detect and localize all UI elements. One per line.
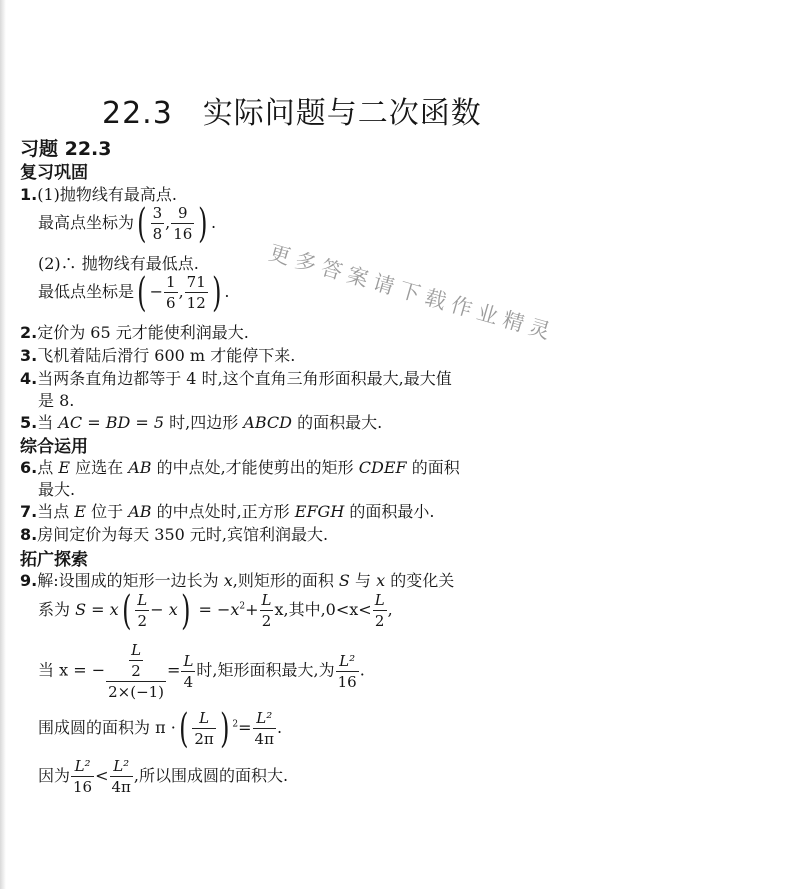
q6-cdef: CDEF (358, 458, 407, 477)
q9-l5-d1: 16 (73, 778, 93, 796)
q9-l3-eq: = (167, 660, 181, 680)
q9-l1b: ,则矩形的面积 (232, 571, 339, 590)
q7-pre: 当点 (37, 502, 75, 521)
q5-pre: 当 (37, 413, 59, 432)
q6-mid: 应选在 (70, 458, 129, 477)
scan-edge-shadow (0, 0, 6, 889)
q9-l3-mid: 时,矩形面积最大,为 (196, 660, 335, 680)
q6-line1 (20, 455, 460, 478)
section-explore-heading: 拓广探索 (20, 550, 88, 570)
q5-post: 时,四边形 (164, 413, 244, 432)
q9-line1 (20, 568, 454, 591)
q4-text: 当两条直角边都等于 4 时,这个直角三角形面积最大,最大值 (37, 369, 452, 388)
q9-l3-frac-num: L (183, 651, 194, 670)
q9-l4-num: L (192, 708, 215, 729)
q9-l2-plus: + (245, 600, 259, 619)
q1-frac-c-num: 1 (166, 273, 176, 291)
q9-number: 9. (20, 571, 38, 590)
q4-line2: 是 8. (38, 391, 75, 410)
q7-number: 7. (20, 502, 38, 521)
q9-l2-frac3-den: 2 (374, 612, 385, 630)
q1-frac-c-den: 6 (166, 294, 176, 312)
q4-line1 (20, 366, 452, 389)
q7-post: 的面积最小. (344, 502, 435, 521)
q2-line (20, 320, 249, 343)
q9-l1a: 解:设围成的矩形一边长为 (37, 571, 224, 590)
q9-l4-res-den: 4π (254, 730, 274, 748)
q6-line2: 最大. (38, 480, 76, 499)
q5-line (20, 410, 382, 433)
q9-l5-tail: ,所以围成圆的面积大. (133, 766, 289, 785)
q1-frac-a-den: 8 (152, 225, 163, 243)
q9-l2-frac2-den: 2 (261, 612, 272, 630)
q1-line3: (2)∴ 抛物线有最低点. (38, 254, 199, 273)
q2-text: 定价为 65 元才能使利润最大. (37, 323, 249, 342)
q9-l3-inner-den: 2 (131, 662, 141, 680)
q9-l2-frac2-num: L (261, 591, 272, 609)
q7-mid2: 的中点处时,正方形 (151, 502, 295, 521)
q1-frac-b-den: 16 (173, 225, 193, 243)
q1-frac-d-num: 71 (186, 273, 206, 291)
q9-l4-den: 2π (194, 730, 214, 748)
q8-number: 8. (20, 525, 38, 544)
q9-l3-frac-den: 4 (183, 672, 194, 691)
q9-l1d: 的变化关 (385, 571, 455, 590)
q1-frac-d-den: 12 (186, 294, 206, 312)
q9-l4-res-num: L² (253, 708, 276, 729)
q9-l2-frac-den: 2 (137, 612, 148, 630)
q9-line2: 系为 S = x( $\frac{L}{2}$ − $x) = -x^2+$ $\frac{L}{2}$ x,其中,0<x< $\frac{L}{2}$ , (38, 587, 393, 634)
q9-l5-n2: L² (110, 756, 133, 777)
section-review-heading: 复习巩固 (20, 163, 88, 183)
q9-l2-frac-num: L (137, 591, 148, 609)
q9-l3-den: 2×(−1) (108, 683, 165, 701)
section-number: 22.3 (102, 96, 173, 131)
q3-number: 3. (20, 346, 38, 365)
q9-l5-d2: 4π (111, 778, 131, 796)
q9-l2-eq: = −x (198, 600, 240, 619)
q1-max-label: 最高点坐标为 (38, 213, 135, 232)
q9-l2-tail: x,其中,0<x< (274, 600, 372, 619)
section-title (102, 88, 482, 132)
q9-l2-minus-x: − x (150, 600, 178, 619)
q7-e: E (74, 502, 86, 521)
q1-frac-a-num: 3 (152, 204, 163, 222)
q5-post2: 的面积最大. (291, 413, 383, 432)
q9-x2: x (376, 571, 386, 590)
q1-line2: 最高点坐标为( $\frac{3}{8}$ , $\frac{9}{16}$ ) . (38, 200, 217, 247)
exercise-heading: 习题 22.3 (20, 138, 112, 160)
q8-line (20, 522, 328, 545)
q9-l3-res-num: L² (336, 651, 359, 672)
q7-efgh: EFGH (294, 502, 345, 521)
q2-number: 2. (20, 323, 38, 342)
q1-number: 1. (20, 185, 38, 204)
q9-l1c: 与 (349, 571, 377, 590)
q9-line4: 围成圆的面积为 π ·( $\frac{L}{2\pi}$ ) $^2$= $\frac{\text{L²}}{4\pi}$ . (38, 705, 283, 752)
q6-ab: AB (128, 458, 152, 477)
q9-l5-n1: L² (71, 756, 94, 777)
q3-line (20, 343, 295, 366)
q6-mid2: 的中点处,才能使剪出的矩形 (151, 458, 359, 477)
q7-mid: 位于 (86, 502, 129, 521)
q6-post: 的面积 (406, 458, 460, 477)
q9-l3a: 当 x = − (38, 660, 106, 680)
q9-l2-expr: S = x (75, 600, 119, 619)
q1-line4: 最低点坐标是( − $\frac{1}{6}$ , $\frac{71}{12}$ ) . (38, 269, 230, 316)
q6-e: E (58, 458, 70, 477)
q6-pre: 点 (37, 458, 59, 477)
q9-l4-eq: = (238, 718, 252, 737)
section-apply-heading: 综合运用 (20, 437, 88, 457)
q5-math: AC = BD = 5 (58, 413, 165, 432)
q9-l2-frac3-num: L (374, 591, 385, 609)
q9-l5-lt: < (95, 766, 109, 785)
q1-frac-b-num: 9 (171, 203, 194, 224)
q6-number: 6. (20, 458, 38, 477)
q9-l3-res-den: 16 (337, 672, 357, 691)
q8-text: 房间定价为每天 350 元时,宾馆利润最大. (37, 525, 329, 544)
q5-number: 5. (20, 413, 38, 432)
q1-text1: (1)抛物线有最高点. (37, 185, 177, 204)
q3-text: 飞机着陆后滑行 600 m 才能停下来. (37, 346, 296, 365)
q9-l5a: 因为 (38, 766, 71, 785)
q9-l2a: 系为 (38, 600, 76, 619)
q4-number: 4. (20, 369, 38, 388)
q9-x: x (223, 571, 233, 590)
section-title-text: 实际问题与二次函数 (202, 96, 482, 131)
q9-l4a: 围成圆的面积为 π · (38, 718, 176, 737)
q9-line3: 当 x = − $\frac{\frac{L}{2}}{2\times(-1)}$ = $\frac{L}{4}$ 时,矩形面积最大,为 $\frac{\text{L²}}{16}$ . (38, 641, 365, 701)
q1-line1 (20, 182, 177, 205)
q7-ab: AB (128, 502, 152, 521)
q5-math2: ABCD (243, 413, 292, 432)
q9-l3-inner-num: L (131, 641, 142, 659)
q7-line (20, 499, 434, 522)
watermark: 更多答案请下载作业精灵 (266, 240, 559, 346)
q9-line5 (38, 756, 288, 797)
q1-min-label: 最低点坐标是 (38, 282, 135, 301)
q9-s: S (338, 571, 350, 590)
